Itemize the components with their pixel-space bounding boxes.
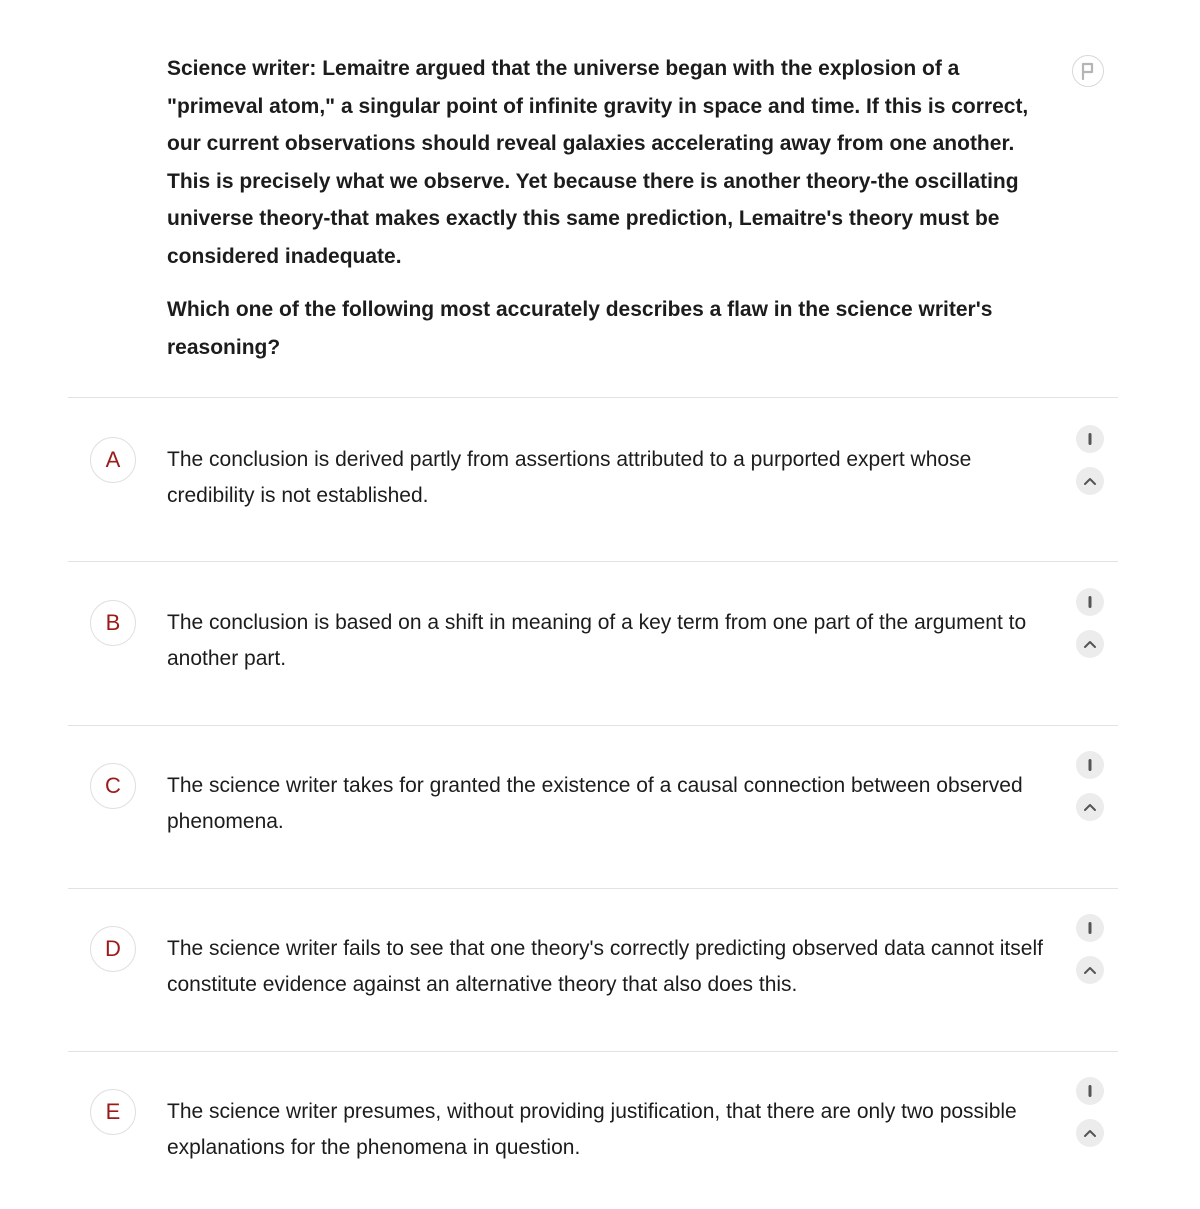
chevron-up-icon <box>1083 965 1097 975</box>
expand-button[interactable] <box>1076 793 1104 821</box>
eliminate-button[interactable] <box>1076 588 1104 616</box>
chevron-up-icon <box>1083 639 1097 649</box>
chevron-up-icon <box>1083 476 1097 486</box>
question-stimulus <box>167 50 1047 366</box>
eliminate-bar-icon <box>1087 1084 1093 1098</box>
flag-button[interactable] <box>1072 55 1104 87</box>
eliminate-bar-icon <box>1087 921 1093 935</box>
expand-button[interactable] <box>1076 630 1104 658</box>
choice-letter: C <box>90 763 136 809</box>
choice-letter: B <box>90 600 136 646</box>
divider <box>68 1051 1118 1052</box>
answer-choice-b[interactable] <box>0 600 1200 720</box>
answer-choice-c[interactable] <box>0 763 1200 883</box>
question-stem: Which one of the following most accurately describes a flaw in the science writer's reasoning? <box>167 298 993 359</box>
choice-text: The science writer presumes, without providing justification, that there are only two possible explanations for the phenomena in question. <box>167 1100 1017 1159</box>
eliminate-button[interactable] <box>1076 914 1104 942</box>
eliminate-button[interactable] <box>1076 751 1104 779</box>
choice-letter: E <box>90 1089 136 1135</box>
chevron-up-icon <box>1083 802 1097 812</box>
flag-icon <box>1080 62 1096 80</box>
answer-choice-a[interactable] <box>0 437 1200 557</box>
eliminate-bar-icon <box>1087 758 1093 772</box>
choice-letter: A <box>90 437 136 483</box>
eliminate-bar-icon <box>1087 432 1093 446</box>
eliminate-button[interactable] <box>1076 425 1104 453</box>
choice-letter: D <box>90 926 136 972</box>
divider <box>68 397 1118 398</box>
expand-button[interactable] <box>1076 956 1104 984</box>
divider <box>68 561 1118 562</box>
eliminate-bar-icon <box>1087 595 1093 609</box>
passage-text: Science writer: Lemaitre argued that the universe began with the explosion of a "primeval atom," a singular point of infinite gravity in space and time. If this is correct, our current observations should reveal galaxies accelerating away from one another. This is precisely what we observe. Yet because there is another theory-the oscillating universe theory-that makes exactly this same prediction, Lemaitre's theory must be considered inadequate. <box>167 57 1029 268</box>
eliminate-button[interactable] <box>1076 1077 1104 1105</box>
answer-choice-d[interactable] <box>0 926 1200 1046</box>
expand-button[interactable] <box>1076 1119 1104 1147</box>
divider <box>68 725 1118 726</box>
choice-text: The conclusion is based on a shift in meaning of a key term from one part of the argument to another part. <box>167 611 1027 670</box>
expand-button[interactable] <box>1076 467 1104 495</box>
divider <box>68 888 1118 889</box>
choice-text: The conclusion is derived partly from assertions attributed to a purported expert whose credibility is not established. <box>167 448 972 507</box>
choice-text: The science writer fails to see that one theory's correctly predicting observed data cannot itself constitute evidence against an alternative theory that also does this. <box>167 937 1043 996</box>
answer-choice-e[interactable] <box>0 1089 1200 1209</box>
choice-text: The science writer takes for granted the existence of a causal connection between observed phenomena. <box>167 774 1023 833</box>
chevron-up-icon <box>1083 1128 1097 1138</box>
